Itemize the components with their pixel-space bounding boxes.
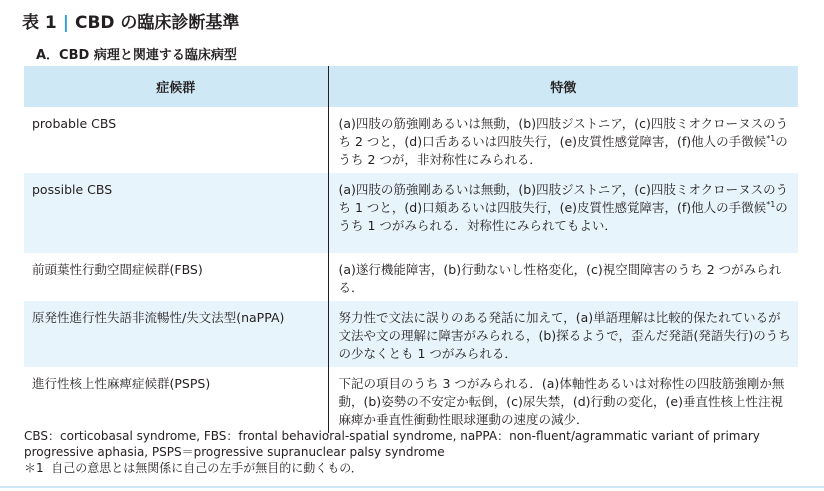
syndrome-features: (a)四肢の筋強剛あるいは無動，(b)四肢ジストニア，(c)四肢ミオクローヌスのうち 2 つと，(d)口舌あるいは四肢失行，(e)皮質性感覚障害，(f)他人の手徴候$^{*1}$のうち 2 つが，非対称性にみられる． [328,107,798,173]
syndrome-name: 原発性進行性失語非流暢性/失文法型(naPPA) [24,301,328,367]
note-mark: ＊1 [24,461,44,475]
bottom-divider [0,486,824,488]
table-title-text: CBD の臨床診断基準 [74,13,240,33]
abbreviation-note: CBS：corticobasal syndrome, FBS：frontal behavioral-spatial syndrome, naPPA：non-fluent/agrammatic variant of primary progressive aphasia, PSPS＝progressive supranuclear palsy syndrome [24,429,760,459]
syndrome-features: (a)四肢の筋強剛あるいは無動，(b)四肢ジストニア，(c)四肢ミオクローヌスのうち 1 つと，(d)口頬あるいは四肢失行，(e)皮質性感覚障害，(f)他人の手徴候$^{*1}$のうち 1 つがみられる．対称性にみられてもよい． [328,173,798,253]
note-text: 自己の意思とは無関係に自己の左手が無目的に動くもの． [51,461,363,475]
table-row [24,301,798,367]
syndrome-features: (a)遂行機能障害，(b)行動ないし性格変化，(c)視空間障害のうち 2 つがみられる． [328,253,798,301]
header-features: 特徴 [328,66,798,107]
criteria-table [24,66,798,433]
syndrome-name: 進行性核上性麻痺症候群(PSPS) [24,367,328,433]
footnote-marker: *1 [766,133,776,143]
footnotes [24,428,814,476]
syndrome-name: 前頭葉性行動空間症候群(FBS) [24,253,328,301]
syndrome-features: 下記の項目のうち 3 つがみられる．(a)体軸性あるいは対称性の四肢筋強剛か無動，(b)姿勢の不安定か転倒，(c)尿失禁，(d)行動の変化，(e)垂直性核上性注視麻痺か垂直性衝動性眼球運動の速度の減少． [328,367,798,433]
table-row [24,253,798,301]
table-header-row [24,66,798,107]
footnote-marker: *1 [766,199,776,209]
table-number: 表 1 [22,13,57,33]
section-subtitle: A．CBD 病理と関連する臨床病型 [36,48,237,63]
syndrome-name: probable CBS [24,107,328,173]
table-row [24,173,798,253]
table-title [22,8,239,33]
table-row [24,107,798,173]
title-separator: | [62,13,69,33]
syndrome-name: possible CBS [24,173,328,253]
syndrome-features: 努力性で文法に誤りのある発話に加えて，(a)単語理解は比較的保たれているが文法や文の理解に障害がみられる，(b)探るようで，歪んだ発語(発語失行)のうちの少なくとも 1 つがみられる． [328,301,798,367]
asterisk-note [24,460,814,476]
header-syndrome: 症候群 [24,66,328,107]
table-row [24,367,798,433]
